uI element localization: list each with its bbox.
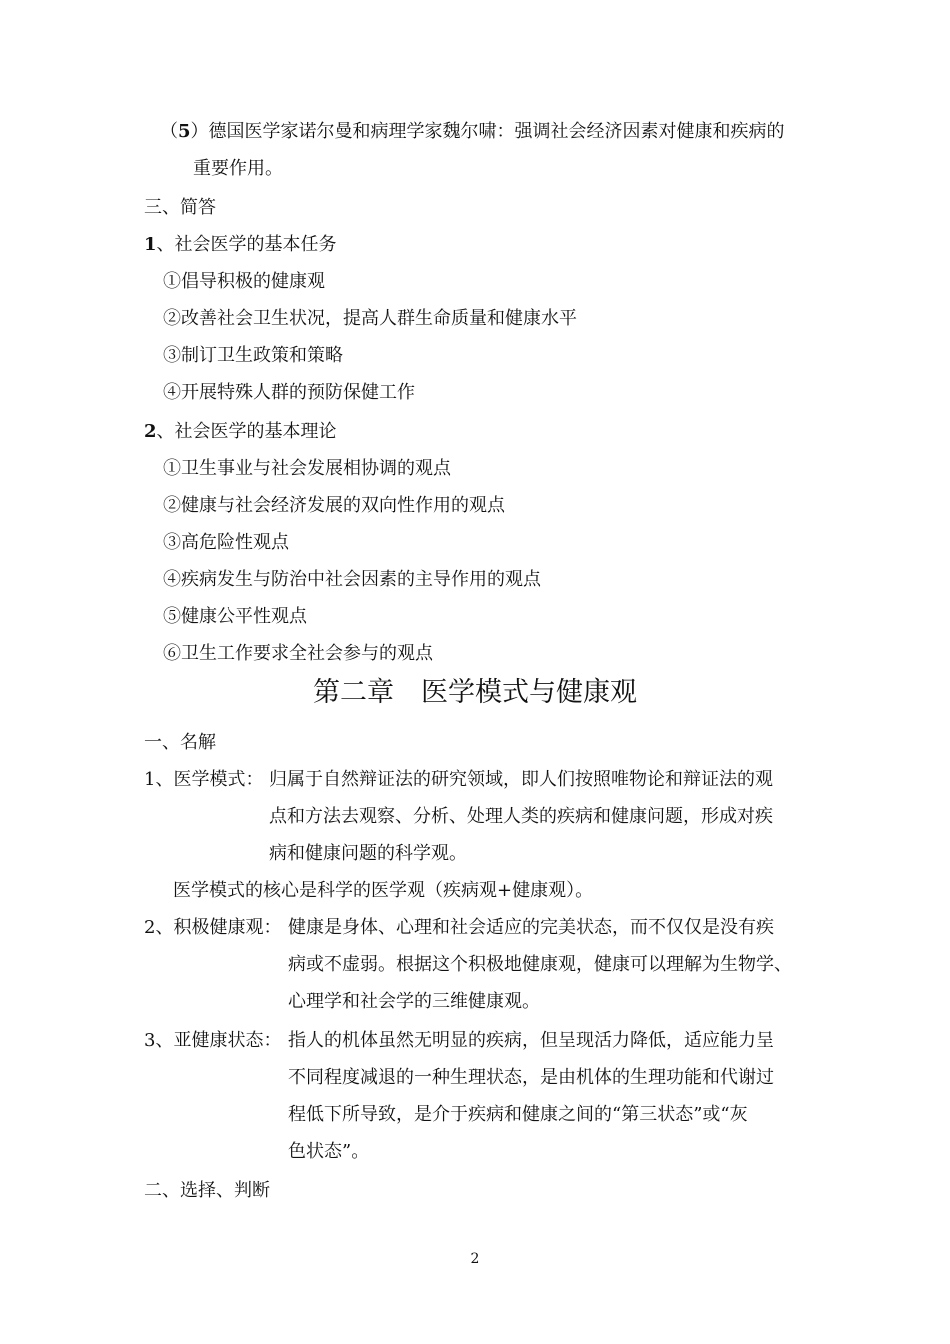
q2-item: ①卫生事业与社会发展相协调的观点: [163, 458, 451, 479]
question-1-title: 、社会医学的基本任务: [156, 234, 337, 255]
item-5-text: 德国医学家诺尔曼和病理学家魏尔啸：强调社会经济因素对健康和疾病的: [208, 121, 785, 142]
q1-item: ④开展特殊人群的预防保健工作: [163, 382, 415, 403]
question-1-heading: [144, 233, 337, 257]
section-1-heading: 一、名解: [144, 732, 216, 753]
def-2-line: 病或不虚弱。根据这个积极地健康观，健康可以理解为生物学、: [288, 954, 792, 975]
q2-item: ⑤健康公平性观点: [163, 606, 307, 627]
def-2-line: 健康是身体、心理和社会适应的完美状态，而不仅仅是没有疾: [288, 917, 774, 938]
def-2-line: 心理学和社会学的三维健康观。: [288, 991, 540, 1012]
def-1-line: 归属于自然辩证法的研究领域，即人们按照唯物论和辩证法的观: [269, 769, 773, 790]
q1-item: ②改善社会卫生状况，提高人群生命质量和健康水平: [163, 308, 577, 329]
item-5-continuation: 重要作用。: [193, 158, 283, 179]
q2-item: ⑥卫生工作要求全社会参与的观点: [163, 643, 433, 664]
def-3-line: 色状态”。: [288, 1141, 370, 1162]
def-1-line: 病和健康问题的科学观。: [269, 843, 467, 864]
section-3-heading: 三、简答: [144, 197, 216, 218]
question-1-number: 1: [144, 234, 157, 255]
question-2-title: 、社会医学的基本理论: [156, 421, 337, 442]
def-3-line: 指人的机体虽然无明显的疾病，但呈现活力降低，适应能力呈: [288, 1030, 774, 1051]
question-2-heading: [144, 420, 337, 444]
def-3-line: 程低下所导致，是介于疾病和健康之间的“第三状态”或“灰: [288, 1104, 748, 1125]
q1-item: ③制订卫生政策和策略: [163, 345, 343, 366]
item-5-number: 5: [178, 121, 191, 142]
def-3-term: 3、亚健康状态：: [144, 1030, 282, 1051]
q2-item: ④疾病发生与防治中社会因素的主导作用的观点: [163, 569, 541, 590]
question-2-number: 2: [144, 421, 157, 442]
page-number: 2: [470, 1251, 480, 1267]
def-1-line: 点和方法去观察、分析、处理人类的疾病和健康问题，形成对疾: [269, 806, 773, 827]
q2-item: ②健康与社会经济发展的双向性作用的观点: [163, 495, 505, 516]
chapter-title: 第二章 医学模式与健康观: [313, 677, 637, 708]
def-1-term: 1、医学模式：: [144, 769, 264, 790]
def-3-line: 不同程度减退的一种生理状态，是由机体的生理功能和代谢过: [288, 1067, 774, 1088]
item-5: （5）德国医学家诺尔曼和病理学家魏尔啸：强调社会经济因素对健康和疾病的: [160, 121, 785, 142]
q1-item: ①倡导积极的健康观: [163, 271, 325, 292]
def-2-term: 2、积极健康观：: [144, 917, 282, 938]
q2-item: ③高危险性观点: [163, 532, 289, 553]
section-2-heading: 二、选择、判断: [144, 1180, 270, 1201]
def-1-note: 医学模式的核心是科学的医学观（疾病观+健康观）。: [173, 880, 594, 901]
